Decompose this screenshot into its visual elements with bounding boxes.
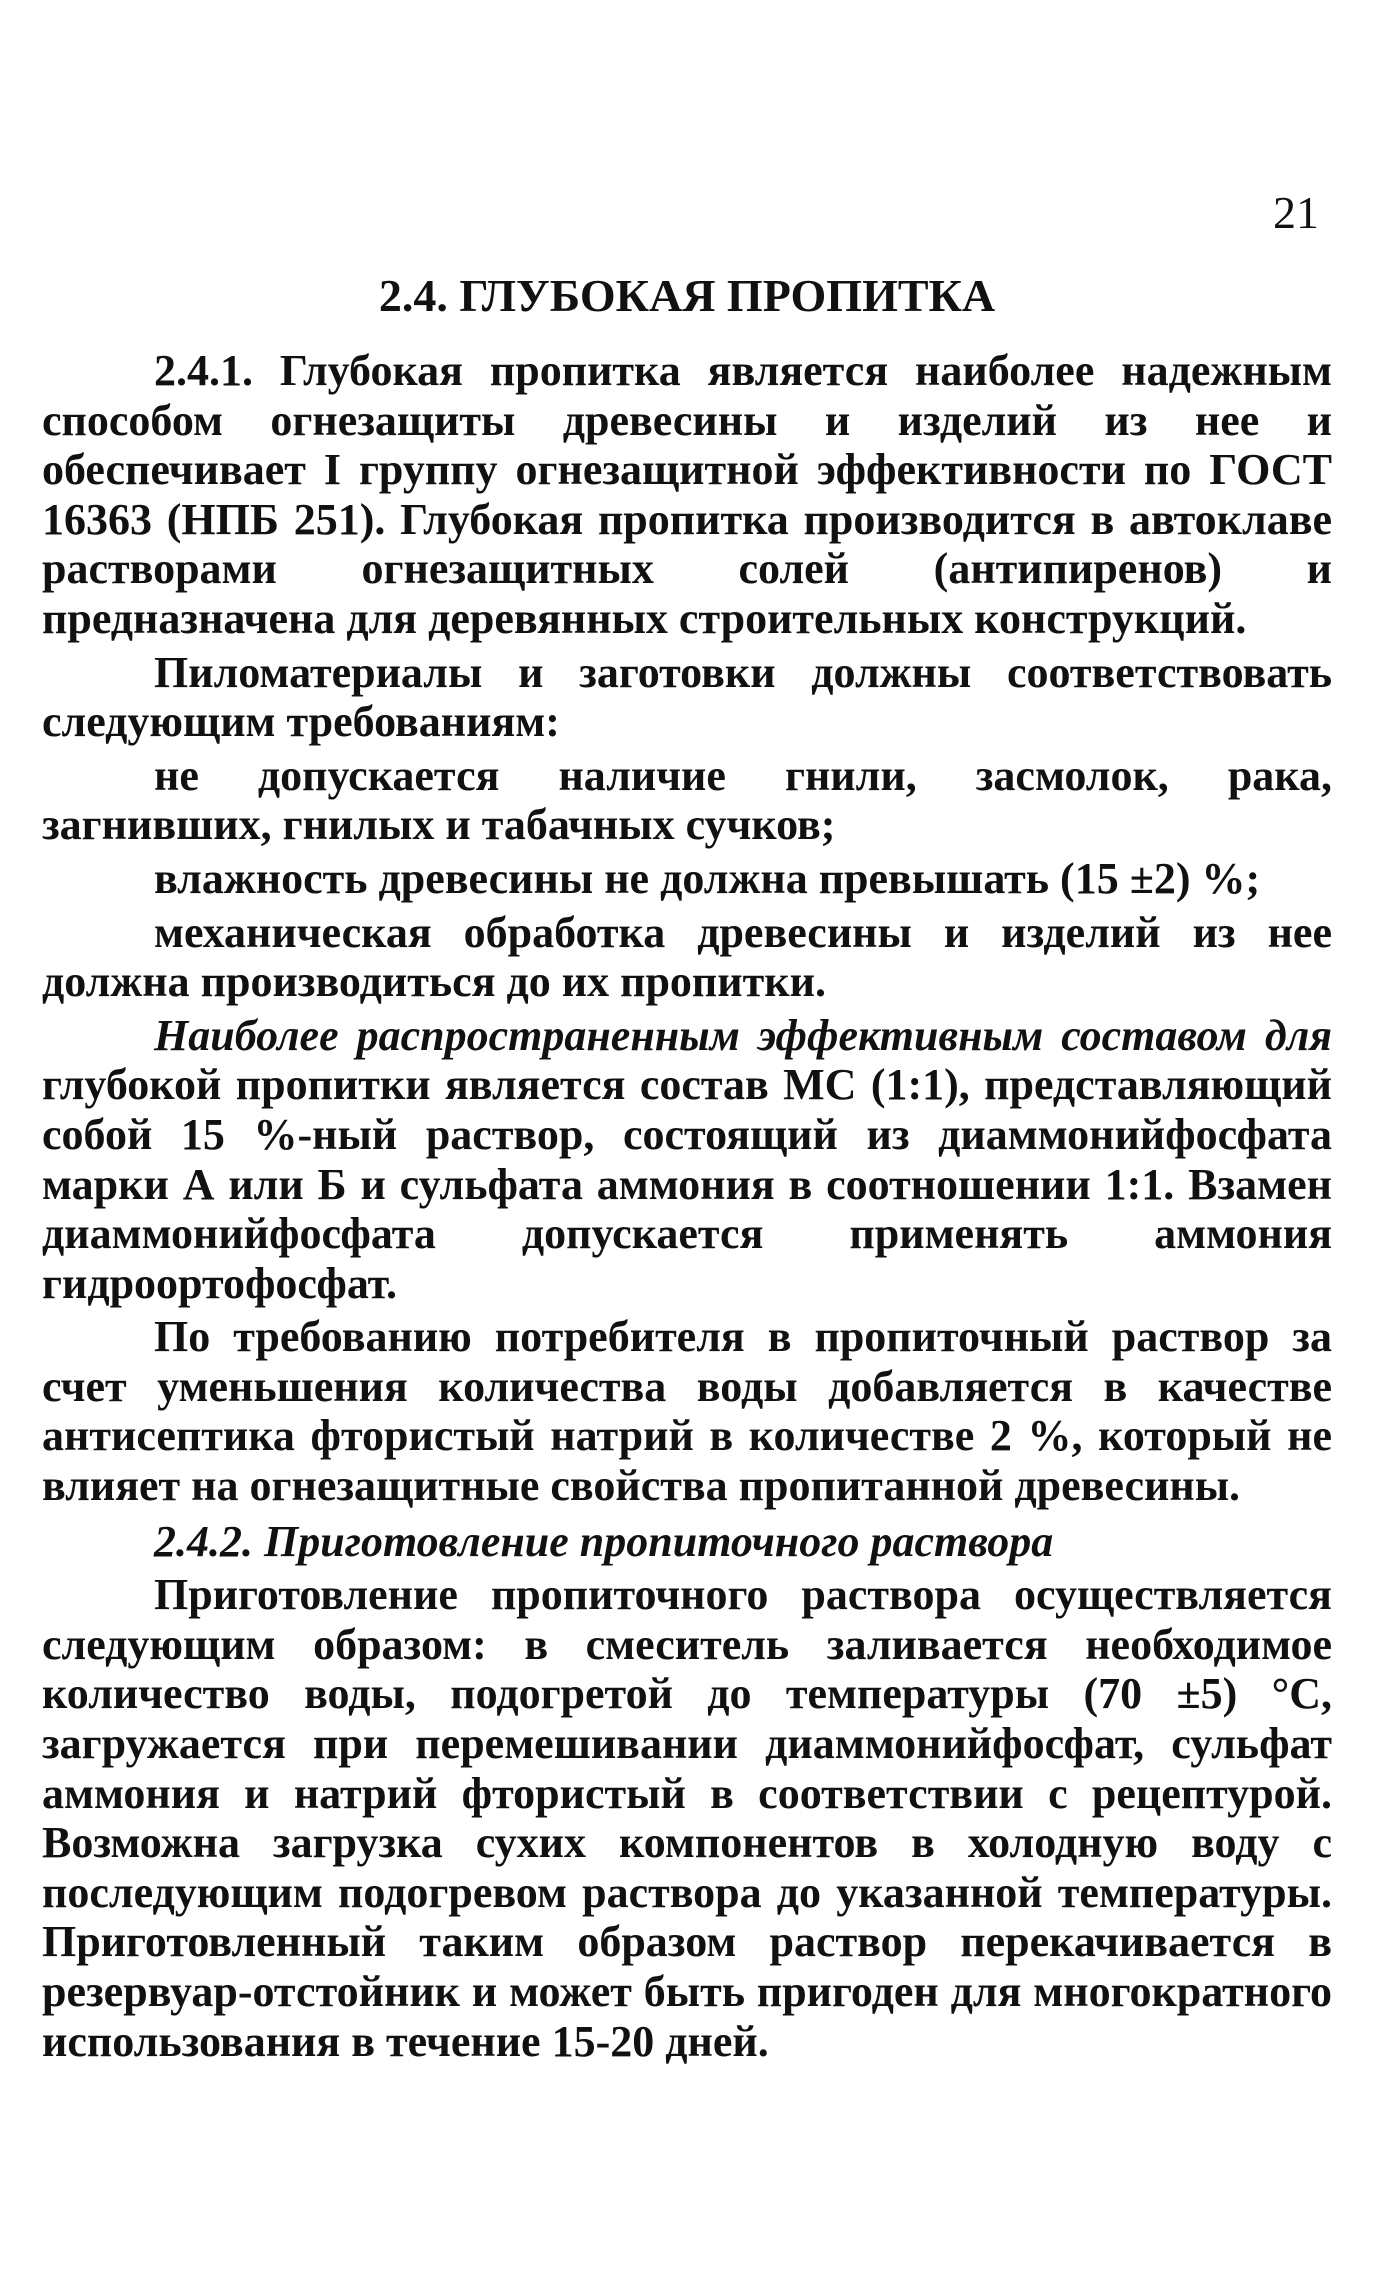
paragraph-ms-composition <box>42 1011 1332 1309</box>
document-body <box>42 268 1332 2066</box>
paragraph-2-4-1: 2.4.1. Глубокая пропитка является наиболее надежным способом огнезащиты древесины и изделий из нее и обеспечивает I группу огнезащитной эффективности по ГОСТ 16363 (НПБ 251). Глубокая пропитка производится в автоклаве растворами огнезащитных солей (антипиренов) и предназначена для деревянных строительных конструкций. <box>42 346 1332 643</box>
paragraph-requirement-defects: не допускается наличие гнили, засмолок, рака, загнивших, гнилых и табачных сучков; <box>42 750 1332 850</box>
paragraph-antiseptic: По требованию потребителя в пропиточный раствор за счет уменьшения количества воды добавляется в качестве антисептика фтористый натрий в количестве 2 %, который не влияет на огнезащитные свойства пропитанной древесины. <box>42 1312 1332 1511</box>
section-title: 2.4. ГЛУБОКАЯ ПРОПИТКА <box>378 270 996 321</box>
paragraph-requirements-intro: Пиломатериалы и заготовки должны соответствовать следующим требованиям: <box>42 647 1332 747</box>
subsection-title: 2.4.2. Приготовление пропиточного раствора <box>154 1516 1054 1566</box>
paragraph-requirement-moisture: влажность древесины не должна превышать (15 ±2) %; <box>154 853 1261 903</box>
page-number: 21 <box>1273 187 1319 238</box>
paragraph-preparation: Приготовление пропиточного раствора осуществляется следующим образом: в смеситель заливается необходимое количество воды, подогретой до температуры (70 ±5) °С, загружается при перемешивании диаммонийфосфат, сульфат аммония и натрий фтористый в соответствии с рецептурой. Возможна загрузка сухих компонентов в холодную воду с последующим подогревом раствора до указанной температуры. Приготовленный таким образом раствор перекачивается в резервуар-отстойник и может быть пригоден для многократного использования в течение 15-20 дней. <box>42 1570 1332 2066</box>
paragraph-requirement-machining: механическая обработка древесины и изделий из нее должна производиться до их пропитки. <box>42 907 1332 1007</box>
paragraph-ms-body: глубокой пропитки является состав МС (1:1), представляющий собой 15 %-ный раствор, состоящий из диаммонийфосфата марки А или Б и сульфата аммония в соотношении 1:1. Взамен диаммонийфосфата допускается применять аммония гидроортофосфат. <box>42 1060 1332 1308</box>
paragraph-ms-lead: Наиболее распространенным эффективным составом для <box>154 1010 1332 1060</box>
